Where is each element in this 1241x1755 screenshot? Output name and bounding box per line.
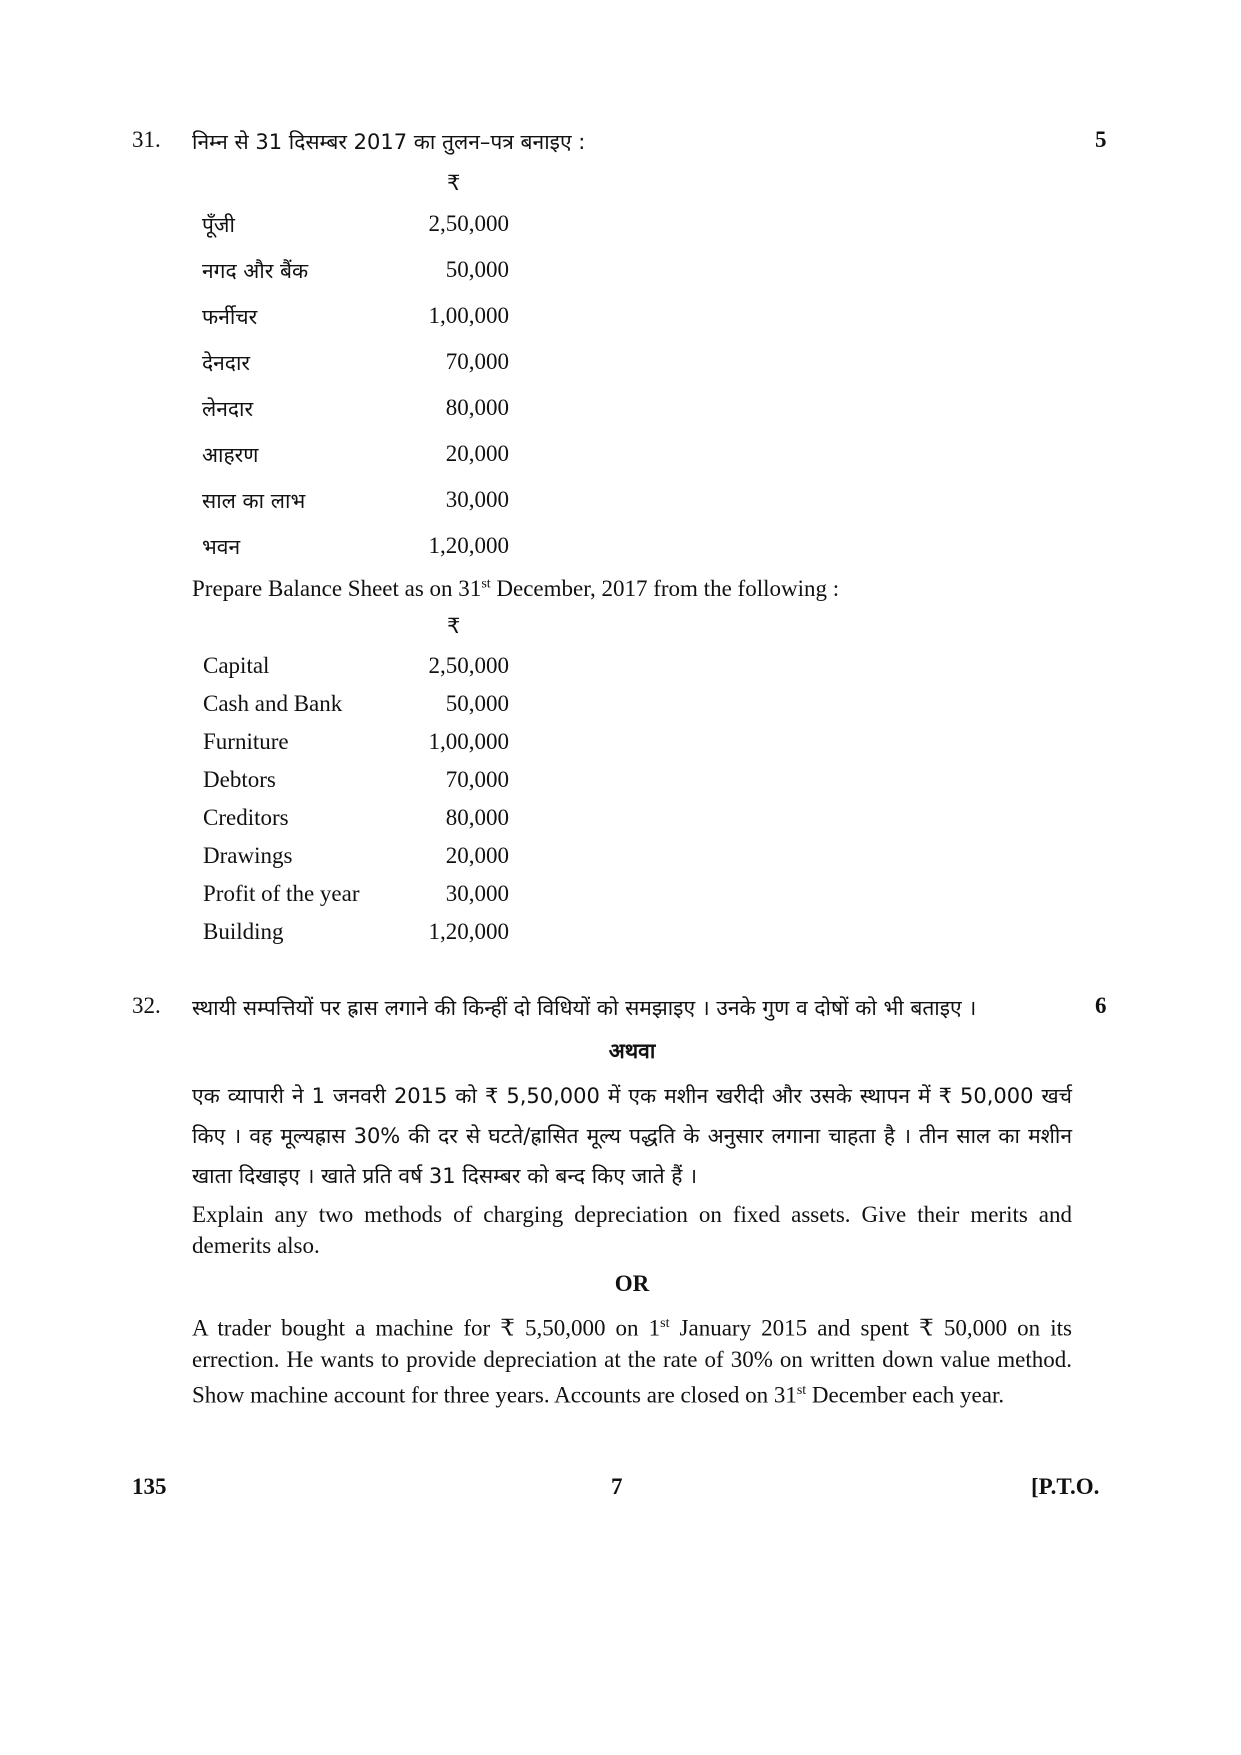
- q31-hindi-item-amount: 20,000: [445, 441, 509, 466]
- q31-english-item-label: Building: [203, 919, 284, 944]
- q31-english-item-amount: 2,50,000: [428, 653, 509, 678]
- q31-hindi-item-amount: 1,00,000: [428, 303, 509, 328]
- q31-english-item-amount: 30,000: [445, 881, 509, 906]
- q31-hindi-item-label: भवन: [202, 535, 241, 559]
- q31-english-item-label: Cash and Bank: [203, 691, 343, 716]
- q32-english-or: OR: [614, 1271, 650, 1296]
- q31-hindi-item-amount: 50,000: [445, 257, 509, 282]
- q31-hindi-item-amount: 2,50,000: [428, 211, 509, 236]
- q31-english-item-label: Creditors: [203, 805, 289, 830]
- q31-english-item-amount: 1,00,000: [428, 729, 509, 754]
- q31-english-item-amount: 20,000: [445, 843, 509, 868]
- q31-hindi-item-amount: 30,000: [445, 487, 509, 512]
- q31-marks: 5: [1095, 127, 1107, 152]
- q31-hindi-item-amount: 80,000: [445, 395, 509, 420]
- q31-hindi-item-label: देनदार: [202, 351, 250, 375]
- q31-english-question: Prepare Balance Sheet as on 31st December, 2017 from the following :: [192, 576, 840, 601]
- q31-hindi-item-label: आहरण: [202, 443, 259, 467]
- q31-hindi-item-label: लेनदार: [202, 397, 254, 421]
- footer-paper-code: 135: [132, 1474, 167, 1499]
- q31-hindi-item-label: फर्नीचर: [202, 305, 258, 329]
- q31-english-item-amount: 50,000: [445, 691, 509, 716]
- footer-pto: [P.T.O.: [1031, 1474, 1100, 1499]
- q31-hindi-item-label: नगद और बैंक: [202, 259, 309, 283]
- q32-marks: 6: [1095, 993, 1107, 1018]
- q31-hindi-item-label: पूँजी: [202, 213, 235, 237]
- q31-hindi-item-amount: 1,20,000: [428, 533, 509, 558]
- q31-hindi-item-label: साल का लाभ: [202, 489, 306, 513]
- q32-hindi-question: स्थायी सम्पत्तियों पर ह्रास लगाने की किन्हीं दो विधियों को समझाइए । उनके गुण व दोषों को भी बताइए ।: [192, 996, 977, 1020]
- footer-page-number: 7: [611, 1474, 623, 1499]
- q31-number: 31.: [132, 127, 161, 152]
- q32-english-question: Explain any two methods of charging depreciation on fixed assets. Give their merits and demerits also.: [192, 1202, 1072, 1258]
- q31-hindi-item-amount: 70,000: [445, 349, 509, 374]
- q31-english-item-label: Drawings: [203, 843, 293, 868]
- q31-english-item-amount: 1,20,000: [428, 919, 509, 944]
- q31-english-currency-header: ₹: [447, 614, 461, 638]
- q32-english-alternative: A trader bought a machine for ₹ 5,50,000 on 1st January 2015 and spent ₹ 50,000 on its errection. He wants to provide depreciation at the rate of 30% on written down value method. Show machine account for three years. Accounts are closed on 31st December each year.: [192, 1315, 1072, 1408]
- q31-english-item-label: Furniture: [203, 729, 289, 754]
- q31-hindi-currency-header: ₹: [447, 171, 461, 195]
- q31-english-item-label: Capital: [203, 653, 270, 678]
- q31-hindi-question: निम्न से 31 दिसम्बर 2017 का तुलन–पत्र बनाइए :: [192, 130, 586, 154]
- q31-english-item-label: Debtors: [203, 767, 276, 792]
- q31-english-item-amount: 70,000: [445, 767, 509, 792]
- q31-english-item-label: Profit of the year: [203, 881, 360, 906]
- q31-english-item-amount: 80,000: [445, 805, 509, 830]
- q32-hindi-alternative: एक व्यापारी ने 1 जनवरी 2015 को ₹ 5,50,000 में एक मशीन खरीदी और उसके स्थापन में ₹ 50,000 खर्च किए । वह मूल्यह्रास 30% की दर से घटते/ह्रासित मूल्य पद्धति के अनुसार लगाना चाहता है । तीन साल का मशीन खाता दिखाइए । खाते प्रति वर्ष 31 दिसम्बर को बन्द किए जाते हैं ।: [192, 1084, 1072, 1188]
- q32-hindi-or: अथवा: [608, 1039, 656, 1063]
- q32-number: 32.: [132, 993, 161, 1018]
